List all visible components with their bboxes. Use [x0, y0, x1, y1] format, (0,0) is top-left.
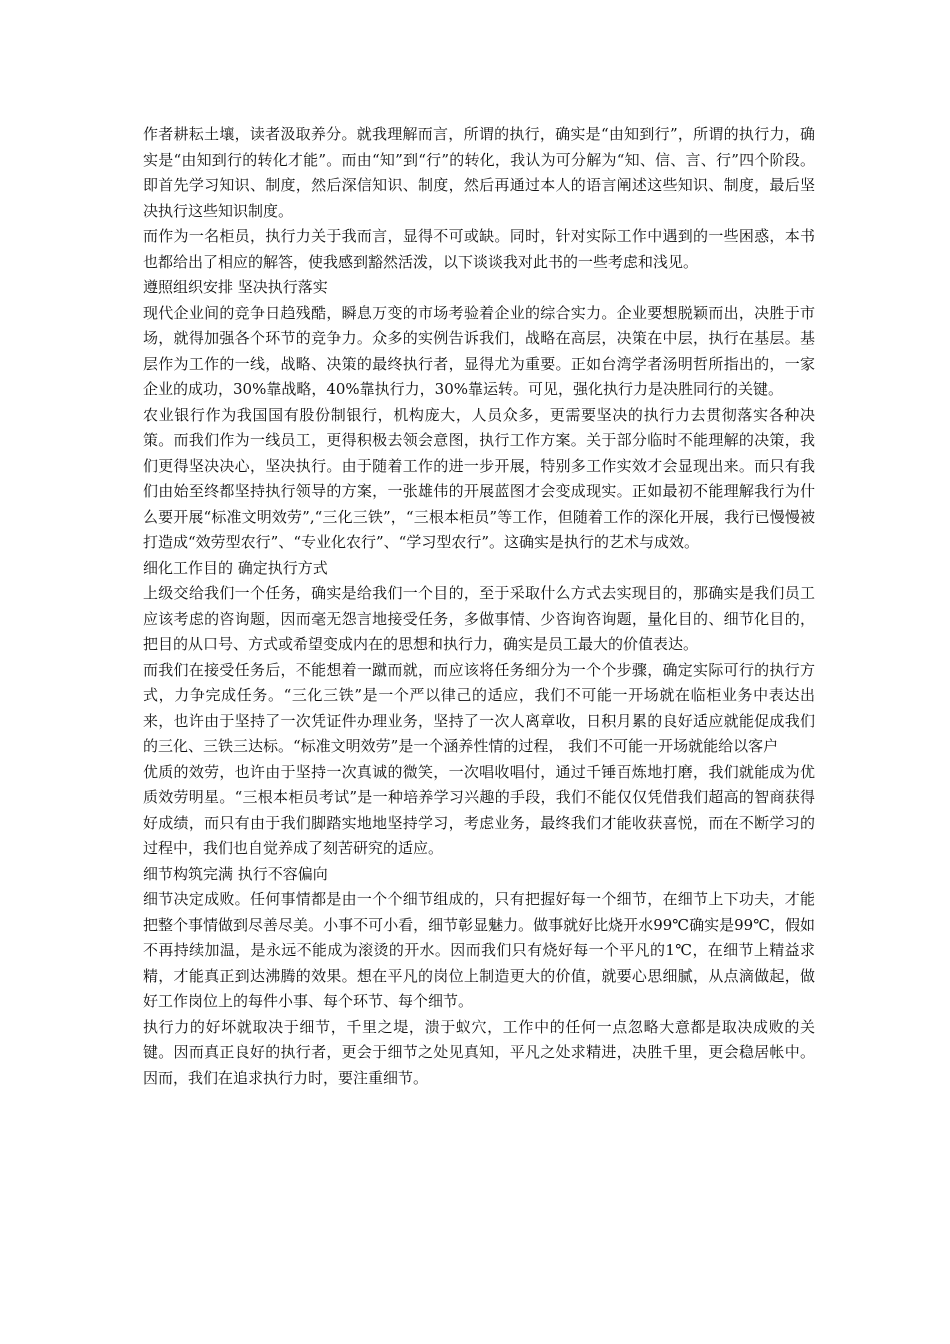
- paragraph-conclusion: 执行力的好坏就取决于细节，千里之堤，溃于蚁穴，工作中的任何一点忽略大意都是取决成败的关键。因而真正良好的执行者，更会于细节之处见真知，平凡之处求精进，决胜千里，更会稳居帐中。因而，我们在追求执行力时，要注重细节。: [143, 1017, 815, 1087]
- paragraph-intro: 作者耕耘土壤，读者汲取养分。就我理解而言，所谓的执行，确实是“由知到行”，所谓的执行力，确实是“由知到行的转化才能”。而由“知”到“行”的转化，我认为可分解为“知、信、言、行”四个阶段。即首先学习知识、制度，然后深信知识、制度，然后再通过本人的语言阐述这些知识、制度，最后坚决执行这些知识制度。: [143, 125, 815, 220]
- paragraph-tasks: 上级交给我们一个任务，确实是给我们一个目的，至于采取什么方式去实现目的，那确实是我们员工应该考虑的咨询题，因而毫无怨言地接受任务，多做事情、少咨询咨询题，量化目的、细节化目的，把目的从口号、方式或希望变成内在的思想和执行力，确实是员工最大的价值表达。: [143, 584, 815, 653]
- paragraph-competition: 现代企业间的竞争日趋残酷，瞬息万变的市场考验着企业的综合实力。企业要想脱颖而出，决胜于市场，就得加强各个环节的竞争力。众多的实例告诉我们，战略在高层，决策在中层，执行在基层。基层作为工作的一线，战略、决策的最终执行者，显得尤为重要。正如台湾学者汤明哲所指出的，一家企业的成功，30%靠战略，40%靠执行力，30%靠运转。可见，强化执行力是决胜同行的关键。: [143, 303, 815, 398]
- section-heading-goals: 细化工作目的 确定执行方式: [143, 558, 328, 577]
- paragraph-agricultural-bank: 农业银行作为我国国有股份制银行，机构庞大，人员众多，更需要坚决的执行力去贯彻落实各种决策。而我们作为一线员工，更得积极去领会意图，执行工作方案。关于部分临时不能理解的决策，我们更得坚决决心，坚决执行。由于随着工作的进一步开展，特别多工作实效才会显现出来。而只有我们由始至终都坚持执行领导的方案，一张雄伟的开展蓝图才会变成现实。正如最初不能理解我行为什么要开展“标准文明效劳”,“三化三铁”，“三根本柜员”等工作，但随着工作的深化开展，我行已慢慢被打造成“效劳型农行”、“专业化农行”、“学习型农行”。这确实是执行的艺术与成效。: [143, 405, 815, 551]
- section-heading-organization: 遵照组织安排 坚决执行落实: [143, 278, 328, 296]
- section-heading-details: 细节构筑完满 执行不容偏向: [143, 864, 328, 883]
- paragraph-steps: 而我们在接受任务后，不能想着一蹴而就，而应该将任务细分为一个个步骤，确定实际可行的执行方式，力争完成任务。“三化三铁”是一个严以律己的适应，我们不可能一开场就在临柜业务中表达出来，也许由于坚持了一次凭证件办理业务，坚持了一次人离章收，日积月累的良好适应就能促成我们的三化、三铁三达标。“标准文明效劳”是一个涵养性情的过程， 我们不可能一开场就能给以客户: [143, 660, 815, 755]
- paragraph-details: 细节决定成败。任何事情都是由一个个细节组成的，只有把握好每一个细节，在细节上下功夫，才能把整个事情做到尽善尽美。小事不可小看，细节彰显魅力。做事就好比烧开水99℃确实是99℃，假如不再持续加温，是永远不能成为滚烫的开水。因而我们只有烧好每一个平凡的1℃，在细节上精益求精，才能真正到达沸腾的效果。想在平凡的岗位上制造更大的价值，就要心思细腻，从点滴做起，做好工作岗位上的每件小事、每个环节、每个细节。: [143, 890, 815, 1010]
- paragraph-service: 优质的效劳，也许由于坚持一次真诚的微笑，一次唱收唱付，通过千锤百炼地打磨，我们就能成为优质效劳明星。“三根本柜员考试”是一种培养学习兴趣的手段，我们不能仅仅凭借我们超高的智商获得好成绩，而只有由于我们脚踏实地地坚持学习，考虑业务，最终我们才能收获喜悦，而在不断学习的过程中，我们也自觉养成了刻苦研究的适应。: [143, 762, 815, 857]
- paragraph-teller: 而作为一名柜员，执行力关于我而言，显得不可或缺。同时，针对实际工作中遇到的一些困惑，本书也都给出了相应的解答，使我感到豁然活泼，以下谈谈我对此书的一些考虑和浅见。: [143, 227, 815, 271]
- document-page: [143, 122, 815, 1091]
